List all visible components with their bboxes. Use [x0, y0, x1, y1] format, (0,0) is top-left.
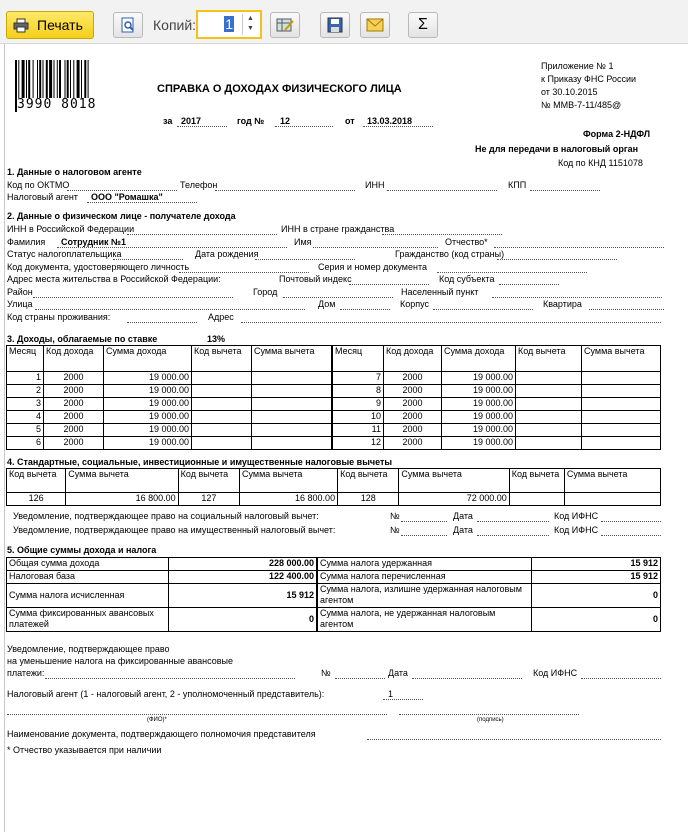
col-deduction-code: Код вычета — [192, 346, 252, 372]
district-label: Район — [7, 287, 33, 297]
deduction-sum-cell — [252, 424, 332, 437]
deduction-sum-cell — [582, 411, 661, 424]
deduction-code-cell — [192, 437, 252, 450]
deduction-code-cell — [516, 437, 582, 450]
oktmo-label: Код по ОКТМО — [7, 180, 70, 190]
deduction-sum-cell — [582, 424, 661, 437]
income-row — [7, 437, 332, 450]
col-income-sum: Сумма дохода — [442, 346, 516, 372]
income-row — [333, 411, 661, 424]
copies-label: Копий: — [153, 17, 197, 33]
birth-label: Дата рождения — [195, 249, 259, 259]
form-name: Форма 2-НДФЛ — [583, 129, 651, 139]
income-code-cell: 2000 — [384, 437, 442, 450]
month-cell: 12 — [333, 437, 384, 450]
sigma-icon: Σ — [418, 16, 428, 33]
income-row — [7, 411, 332, 424]
section-3-title: 3. Доходы, облагаемые по ставке — [7, 334, 158, 344]
month-cell: 8 — [333, 385, 384, 398]
total-income-value: 228 000.00 — [168, 558, 316, 571]
deduction-sum-cell — [582, 372, 661, 385]
advance-notice-line2: на уменьшение налога на фиксированные авансовые — [7, 656, 233, 666]
date-label: от — [345, 116, 355, 126]
income-row — [7, 424, 332, 437]
deduction-sum-cell — [252, 437, 332, 450]
fixed-advance-label: Сумма фиксированных авансовых платежей — [7, 608, 169, 632]
cert-date: 13.03.2018 — [367, 116, 413, 126]
advance-notice-line3: платежи: — [7, 668, 45, 678]
deduction-code-header: Код вычета — [178, 469, 239, 493]
deduction-sum: 16 800.00 — [66, 493, 178, 506]
tax-base-value: 122 400.00 — [168, 571, 316, 584]
income-code-cell: 2000 — [384, 385, 442, 398]
income-sum-cell: 19 000.00 — [104, 424, 192, 437]
print-button[interactable] — [6, 11, 94, 39]
income-table-right — [332, 345, 661, 450]
deduction-code-cell — [192, 411, 252, 424]
fixed-advance-value: 0 — [168, 608, 316, 632]
col-income-code: Код дохода — [384, 346, 442, 372]
deduction-sum-cell — [582, 385, 661, 398]
deduction-sum-cell — [582, 398, 661, 411]
save-button[interactable] — [320, 12, 350, 38]
signature-caption: (подпись) — [477, 717, 504, 723]
col-deduction-sum: Сумма вычета — [582, 346, 661, 372]
agent-type-value: 1 — [388, 689, 394, 699]
kpp-label: КПП — [508, 180, 527, 190]
month-cell: 9 — [333, 398, 384, 411]
tax-rate: 13% — [207, 334, 226, 344]
income-sum-cell: 19 000.00 — [104, 385, 192, 398]
deduction-sum-cell — [582, 437, 661, 450]
deduction-sum-cell — [252, 398, 332, 411]
flat-label: Квартира — [543, 299, 582, 309]
for-label: за — [163, 116, 173, 126]
deduction-sum-header: Сумма вычета — [66, 469, 178, 493]
income-sum-cell: 19 000.00 — [442, 398, 516, 411]
section-1-title: 1. Данные о налоговом агенте — [7, 167, 142, 177]
appendix-3: от 30.10.2015 — [541, 87, 598, 97]
tax-base-label: Налоговая база — [7, 571, 169, 584]
income-row — [333, 424, 661, 437]
deduction-sum-cell — [252, 385, 332, 398]
income-sum-cell: 19 000.00 — [442, 385, 516, 398]
deduction-code: 128 — [338, 493, 399, 506]
notice-property-date: Дата — [453, 525, 473, 535]
income-sum-cell: 19 000.00 — [104, 437, 192, 450]
tax-withheld-label: Сумма налога удержанная — [318, 558, 532, 571]
deduction-code-cell — [516, 411, 582, 424]
col-income-code: Код дохода — [44, 346, 104, 372]
send-email-button[interactable] — [360, 12, 390, 38]
income-code-cell: 2000 — [44, 437, 104, 450]
region-code-label: Код субъекта — [439, 274, 495, 284]
income-row — [7, 372, 332, 385]
section-5-title: 5. Общие суммы дохода и налога — [7, 545, 157, 555]
deduction-sum-header: Сумма вычета — [239, 469, 337, 493]
toolbar — [0, 0, 688, 44]
agent-inn-label: ИНН — [365, 180, 385, 190]
agent-name: ООО "Ромашка" — [91, 192, 163, 202]
col-income-sum: Сумма дохода — [104, 346, 192, 372]
notice-property-no: № — [390, 525, 400, 535]
month-cell: 2 — [7, 385, 44, 398]
postal-code-label: Почтовый индекс — [279, 274, 352, 284]
not-for-tax-office: Не для передачи в налоговый орган — [475, 144, 639, 154]
deduction-code-cell — [516, 385, 582, 398]
notice-social-no: № — [390, 511, 400, 521]
income-sum-cell: 19 000.00 — [104, 372, 192, 385]
street-label: Улица — [7, 299, 33, 309]
edit-table-icon — [276, 17, 294, 33]
section-2-title: 2. Данные о физическом лице - получателе дохода — [7, 211, 236, 221]
month-cell: 1 — [7, 372, 44, 385]
authority-doc-label: Наименование документа, подтверждающего полномочия представителя — [7, 729, 316, 739]
tax-transferred-value: 15 912 — [532, 571, 661, 584]
income-sum-cell: 19 000.00 — [104, 411, 192, 424]
month-cell: 7 — [333, 372, 384, 385]
income-code-cell: 2000 — [384, 411, 442, 424]
tax-calculated-value: 15 912 — [168, 584, 316, 608]
income-code-cell: 2000 — [384, 424, 442, 437]
preview-icon — [120, 17, 136, 33]
settlement-label: Населенный пункт — [401, 287, 479, 297]
deduction-code: 126 — [7, 493, 66, 506]
month-cell: 11 — [333, 424, 384, 437]
deduction-code-cell — [516, 372, 582, 385]
city-label: Город — [253, 287, 278, 297]
income-sum-cell: 19 000.00 — [442, 424, 516, 437]
tax-overwithheld-value: 0 — [532, 584, 661, 608]
tax-not-withheld-label: Сумма налога, не удержанная налоговым агентом — [318, 608, 532, 632]
appendix-4: № ММВ-7-11/485@ — [541, 100, 622, 110]
deduction-code-cell — [516, 424, 582, 437]
agent-label: Налоговый агент — [7, 192, 78, 202]
deduction-sum — [564, 493, 660, 506]
address-label: Адрес — [208, 312, 234, 322]
income-row — [7, 385, 332, 398]
document-title: СПРАВКА О ДОХОДАХ ФИЗИЧЕСКОГО ЛИЦА — [157, 83, 402, 95]
income-code-cell: 2000 — [384, 372, 442, 385]
year-no-label: год № — [237, 116, 265, 126]
deduction-code-cell — [192, 424, 252, 437]
notice-social-label: Уведомление, подтверждающее право на социальный налоговый вычет: — [13, 511, 319, 521]
inn-citizenship-label: ИНН в стране гражданства — [281, 224, 395, 234]
advance-notice-no: № — [321, 668, 331, 678]
month-cell: 10 — [333, 411, 384, 424]
advance-notice-line1: Уведомление, подтверждающее право — [7, 644, 170, 654]
appendix-1: Приложение № 1 — [541, 61, 614, 71]
copies-input[interactable] — [196, 10, 262, 39]
fio-caption: (ФИО)* — [147, 717, 167, 723]
totals-table-left — [6, 557, 317, 632]
patronymic-label: Отчество* — [445, 237, 488, 247]
deduction-sum-header: Сумма вычета — [399, 469, 509, 493]
address-rf-label: Адрес места жительства в Российской Федерации: — [7, 274, 221, 284]
month-cell: 4 — [7, 411, 44, 424]
income-row — [7, 398, 332, 411]
total-income-label: Общая сумма дохода — [7, 558, 169, 571]
deduction-code-cell — [516, 398, 582, 411]
totals-table-right — [317, 557, 661, 632]
surname-value: Сотрудник №1 — [61, 237, 127, 247]
month-cell: 6 — [7, 437, 44, 450]
section-4-title: 4. Стандартные, социальные, инвестиционные и имущественные налоговые вычеты — [7, 457, 393, 467]
notice-social-date: Дата — [453, 511, 473, 521]
appendix-2: к Приказу ФНС России — [541, 74, 637, 84]
income-sum-cell: 19 000.00 — [442, 372, 516, 385]
block-label: Корпус — [400, 299, 430, 309]
deduction-sum-cell — [252, 411, 332, 424]
income-code-cell: 2000 — [44, 385, 104, 398]
inn-rf-label: ИНН в Российской Федерации — [7, 224, 135, 234]
country-label: Код страны проживания: — [7, 312, 111, 322]
status-label: Статус налогоплательщика — [7, 249, 122, 259]
income-row — [333, 385, 661, 398]
envelope-icon — [366, 18, 384, 32]
edit-button[interactable] — [270, 12, 300, 38]
deduction-code-cell — [192, 398, 252, 411]
deduction-code-cell — [192, 372, 252, 385]
deduction-sum-header: Сумма вычета — [564, 469, 660, 493]
income-code-cell: 2000 — [44, 424, 104, 437]
document-page — [4, 44, 688, 832]
knd-code: Код по КНД 1151078 — [558, 158, 643, 168]
income-code-cell: 2000 — [44, 372, 104, 385]
col-month: Месяц — [333, 346, 384, 372]
copies-spinner[interactable]: ▲ ▼ — [242, 14, 258, 35]
tax-overwithheld-label: Сумма налога, излишне удержанная налоговым агентом — [318, 584, 532, 608]
income-sum-cell: 19 000.00 — [442, 411, 516, 424]
deductions-table — [6, 468, 661, 506]
tax-withheld-value: 15 912 — [532, 558, 661, 571]
citizenship-label: Гражданство (код страны) — [395, 249, 505, 259]
notice-property-ifns: Код ИФНС — [554, 525, 599, 535]
print-label: Печать — [37, 17, 83, 33]
deduction-sum-cell — [252, 372, 332, 385]
income-sum-cell: 19 000.00 — [442, 437, 516, 450]
col-deduction-sum: Сумма вычета — [252, 346, 332, 372]
surname-label: Фамилия — [7, 237, 46, 247]
deduction-code-header: Код вычета — [7, 469, 66, 493]
barcode-number: 3990 8018 — [17, 97, 97, 112]
name-label: Имя — [294, 237, 312, 247]
income-row — [333, 372, 661, 385]
deduction-sum: 16 800.00 — [239, 493, 337, 506]
sum-button[interactable] — [408, 12, 438, 38]
deduction-code-header: Код вычета — [509, 469, 564, 493]
deduction-code-cell — [192, 385, 252, 398]
deduction-code: 127 — [178, 493, 239, 506]
advance-notice-date: Дата — [388, 668, 408, 678]
col-month: Месяц — [7, 346, 44, 372]
month-cell: 5 — [7, 424, 44, 437]
col-deduction-code: Код вычета — [516, 346, 582, 372]
advance-notice-ifns: Код ИФНС — [533, 668, 578, 678]
month-cell: 3 — [7, 398, 44, 411]
income-code-cell: 2000 — [44, 398, 104, 411]
notice-property-label: Уведомление, подтверждающее право на имущественный налоговый вычет: — [13, 525, 336, 535]
phone-label: Телефон — [180, 180, 218, 190]
agent-type-label: Налоговый агент (1 - налоговый агент, 2 - уполномоченный представитель): — [7, 689, 325, 699]
printer-icon — [13, 18, 29, 33]
income-code-cell: 2000 — [44, 411, 104, 424]
copies-value: 1 — [225, 16, 233, 32]
tax-transferred-label: Сумма налога перечисленная — [318, 571, 532, 584]
preview-button[interactable] — [113, 12, 143, 38]
deduction-sum: 72 000.00 — [399, 493, 509, 506]
deduction-code-header: Код вычета — [338, 469, 399, 493]
deduction-code — [509, 493, 564, 506]
income-row — [333, 437, 661, 450]
house-label: Дом — [318, 299, 336, 309]
income-code-cell: 2000 — [384, 398, 442, 411]
tax-calculated-label: Сумма налога исчисленная — [7, 584, 169, 608]
cert-number: 12 — [280, 116, 291, 126]
income-table-left — [6, 345, 332, 450]
tax-not-withheld-value: 0 — [532, 608, 661, 632]
notice-social-ifns: Код ИФНС — [554, 511, 599, 521]
footnote: * Отчество указывается при наличии — [7, 745, 162, 755]
income-sum-cell: 19 000.00 — [104, 398, 192, 411]
doc-series-label: Серия и номер документа — [318, 262, 427, 272]
income-row — [333, 398, 661, 411]
doc-code-label: Код документа, удостоверяющего личность — [7, 262, 190, 272]
year-value: 2017 — [181, 116, 202, 126]
save-icon — [327, 17, 343, 33]
